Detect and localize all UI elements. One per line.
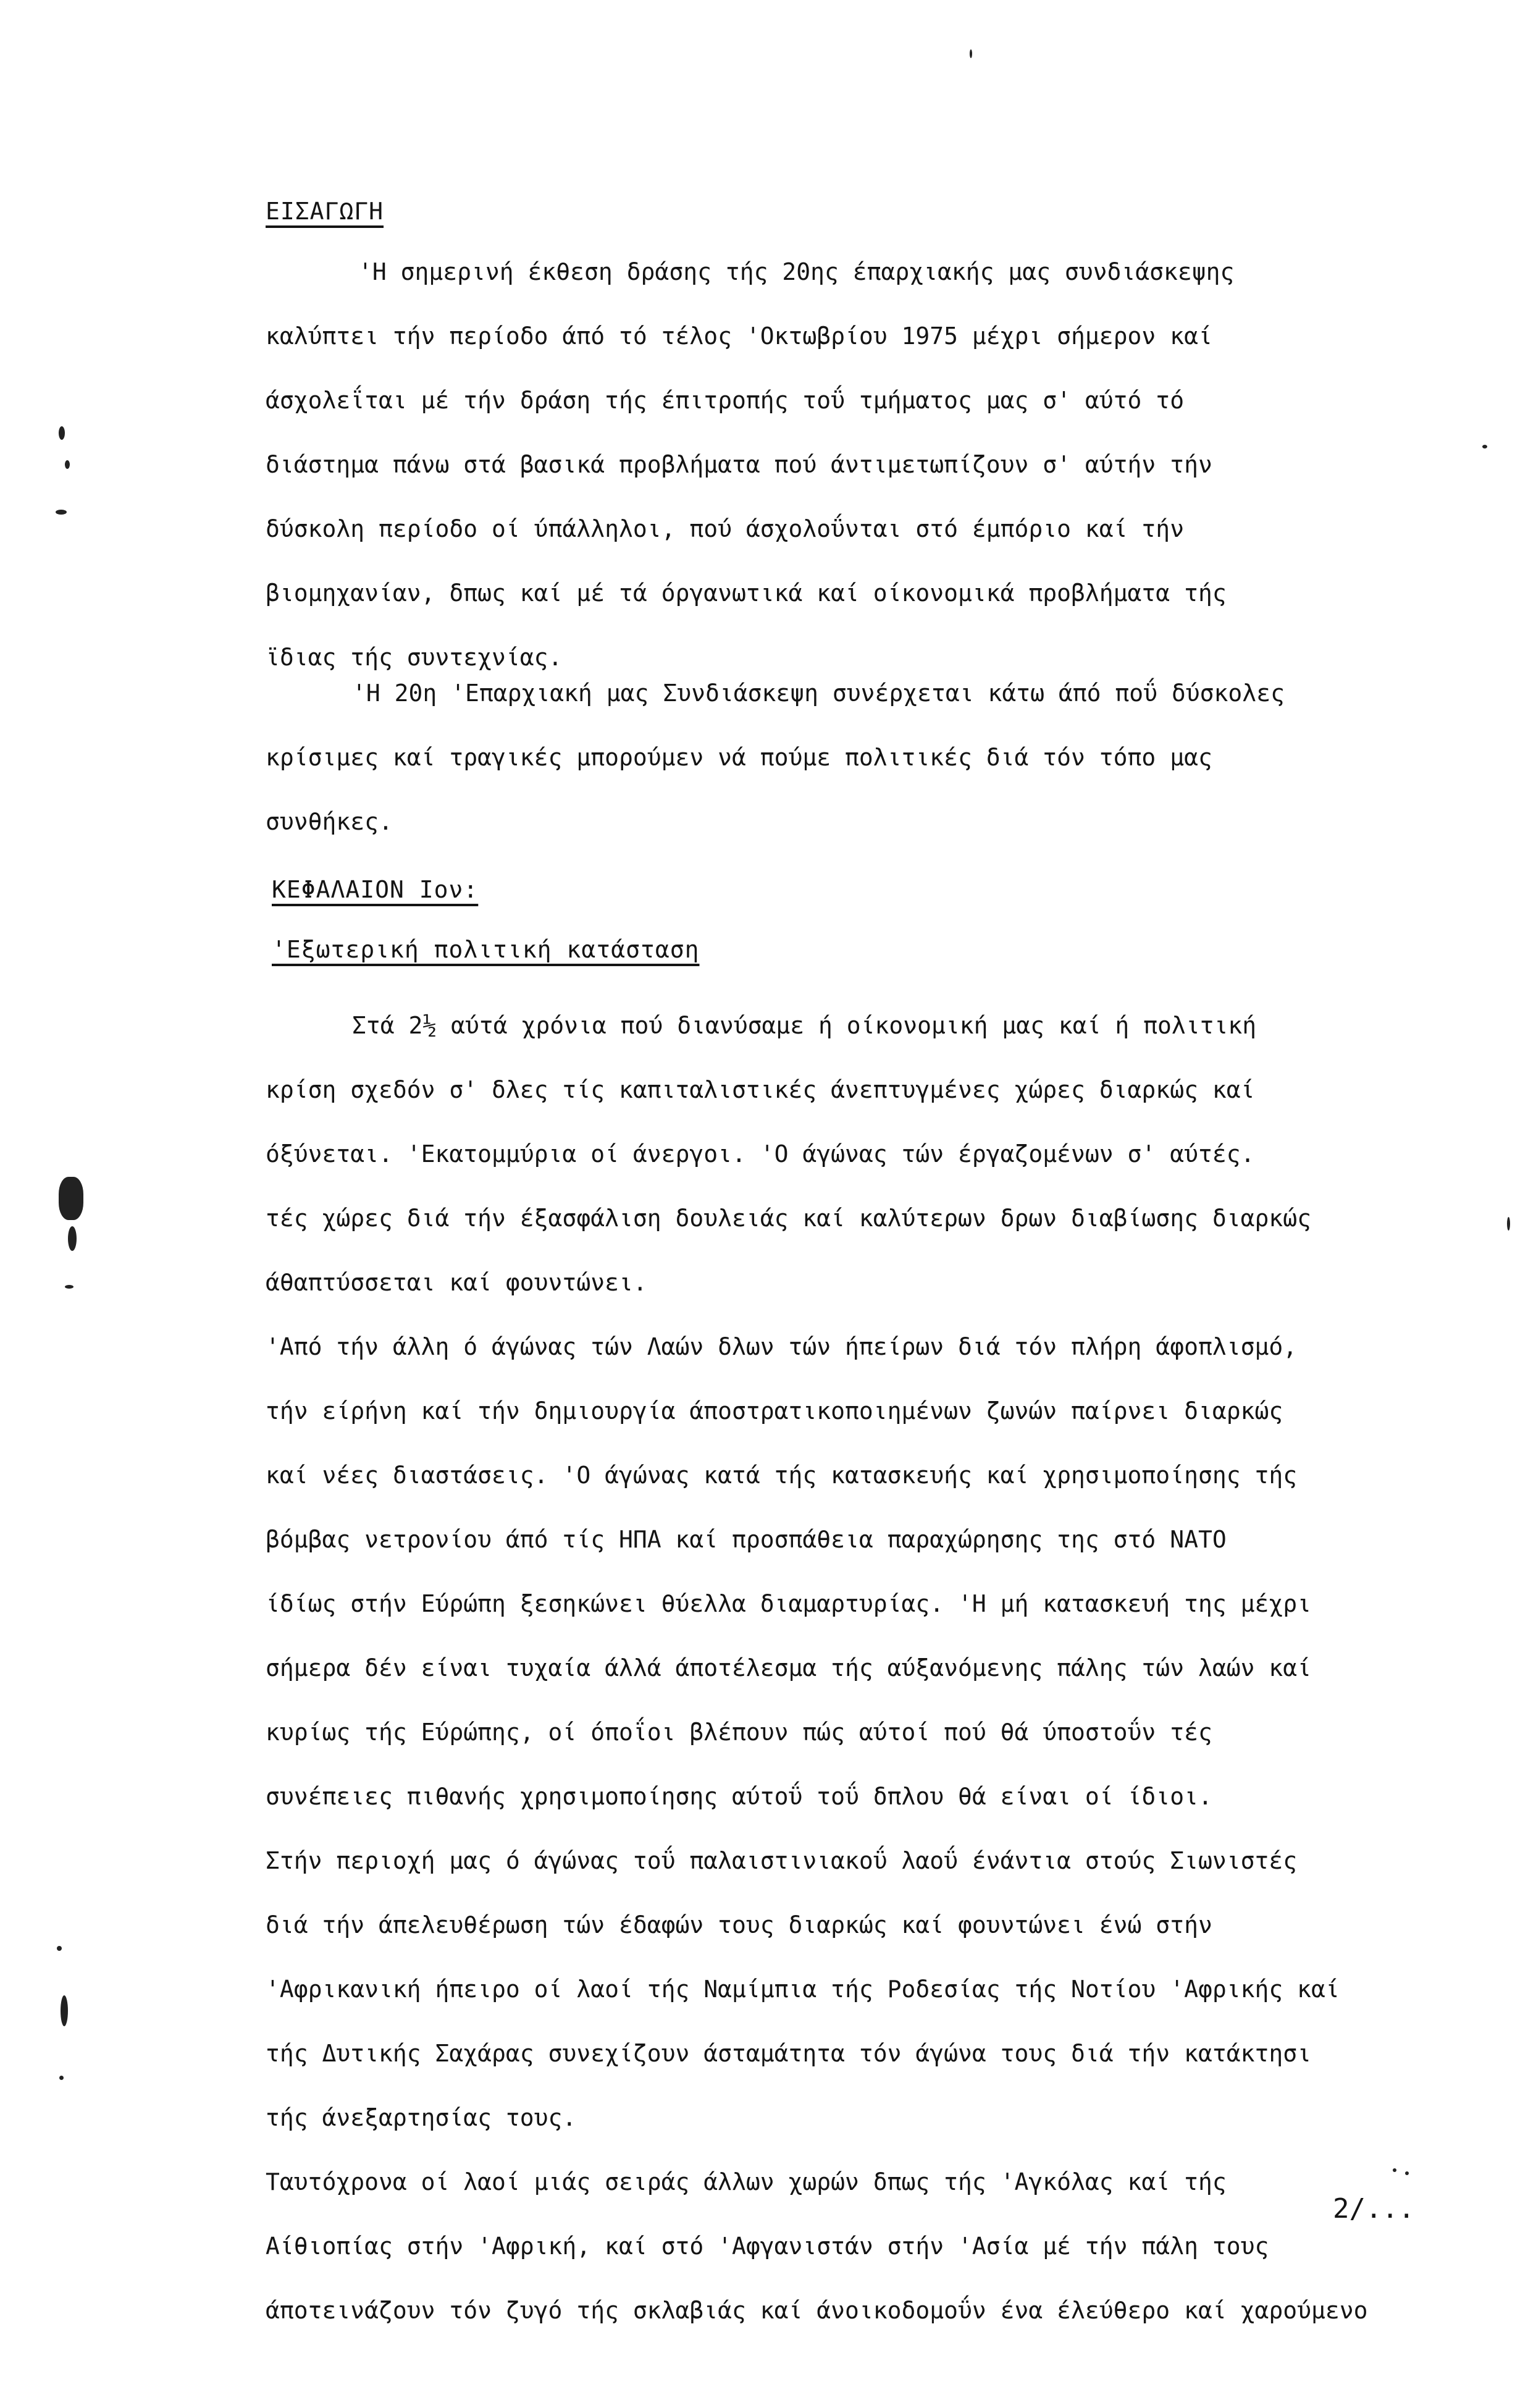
scan-speck <box>59 426 65 440</box>
text-line: Στά 2½ αύτά χρόνια πού διανύσαμε ή οίκονομική μας καί ή πολιτική <box>352 1012 1257 1039</box>
text-line: Αίθιοπίας στήν 'Αφρική, καί στό 'Αφγανιστάν στήν 'Ασία μέ τήν πάλη τους <box>266 2233 1269 2260</box>
scan-speck <box>970 49 972 58</box>
scan-speck <box>65 1285 73 1289</box>
text-line: συνθήκες. <box>266 808 393 835</box>
scan-speck <box>65 460 70 469</box>
scan-speck <box>1405 2171 1409 2175</box>
conference-paragraph <box>266 661 1439 854</box>
text-line: τής άνεξαρτησίας τους. <box>266 2104 577 2131</box>
text-line: κρίση σχεδόν σ' δλες τίς καπιταλιστικές άνεπτυγμένες χώρες διαρκώς καί <box>266 1076 1255 1103</box>
text-line: 'Η σημερινή έκθεση δράσης τής 20ης έπαρχιακής μας συνδιάσκεψης <box>358 258 1235 285</box>
text-line: ίδίως στήν Εύρώπη ξεσηκώνει θύελλα διαμαρτυρίας. 'Η μή κατασκευή της μέχρι <box>266 1590 1311 1617</box>
text-line: κρίσιμες καί τραγικές μπορούμεν νά πούμε πολιτικές διά τόν τόπο μας <box>266 744 1212 771</box>
scan-speck <box>1393 2168 1396 2172</box>
text-line: άθαπτύσσεται καί φουντώνει. <box>266 1269 647 1296</box>
text-line: ϊδιας τής συντεχνίας. <box>266 644 563 671</box>
text-line: καί νέες διαστάσεις. 'Ο άγώνας κατά τής κατασκευής καί χρησιμοποίησης τής <box>266 1462 1298 1489</box>
text-line: Ταυτόχρονα οί λαοί μιάς σειράς άλλων χωρών δπως τής 'Αγκόλας καί τής <box>266 2168 1227 2195</box>
text-line: κυρίως τής Εύρώπης, οί όποΐοι βλέπουν πώς αύτοί πού θά ύποστοΰν τές <box>266 1719 1212 1746</box>
intro-heading: ΕΙΣΑΓΩΓΗ <box>266 198 384 225</box>
text-line: άποτεινάζουν τόν ζυγό τής σκλαβιάς καί άνοικοδομοΰν ένα έλεύθερο καί χαρούμενο <box>266 2297 1368 2324</box>
text-line: καλύπτει τήν περίοδο άπό τό τέλος 'Οκτωβρίου 1975 μέχρι σήμερον καί <box>266 322 1212 350</box>
scan-speck <box>61 1995 68 2026</box>
section-heading: 'Εξωτερική πολιτική κατάσταση <box>272 936 700 963</box>
text-line: τής Δυτικής Σαχάρας συνεχίζουν άσταμάτητα τόν άγώνα τους διά τήν κατάκτησι <box>266 2040 1311 2067</box>
text-line: σήμερα δέν είναι τυχαία άλλά άποτέλεσμα τής αύξανόμενης πάλης τών λαών καί <box>266 1654 1311 1682</box>
text-line: διά τήν άπελευθέρωση τών έδαφών τους διαρκώς καί φουντώνει ένώ στήν <box>266 1911 1212 1939</box>
text-line: 'Αφρικανική ήπειρο οί λαοί τής Ναμίμπια τής Ροδεσίας τής Νοτίου 'Αφρικής καί <box>266 1976 1340 2003</box>
text-line: Στήν περιοχή μας ό άγώνας τοΰ παλαιστινιακοΰ λαοΰ ένάντια στούς Σιωνιστές <box>266 1847 1298 1874</box>
text-line: τές χώρες διά τήν έξασφάλιση δουλειάς καί καλύτερων δρων διαβίωσης διαρκώς <box>266 1205 1311 1232</box>
text-line: 'Από τήν άλλη ό άγώνας τών Λαών δλων τών ήπείρων διά τόν πλήρη άφοπλισμό, <box>266 1333 1298 1360</box>
chapter-heading: ΚΕΦΑΛΑΙΟΝ Ιον: <box>272 876 479 903</box>
text-line: 'Η 20η 'Επαρχιακή μας Συνδιάσκεψη συνέρχεται κάτω άπό ποΰ δύσκολες <box>352 680 1285 707</box>
text-line: άσχολεΐται μέ τήν δράση τής έπιτροπής τοΰ τμήματος μας σ' αύτό τό <box>266 387 1185 414</box>
text-line: δύσκολη περίοδο οί ύπάλληλοι, πού άσχολοΰνται στό έμπόριο καί τήν <box>266 515 1185 542</box>
text-line: τήν είρήνη καί τήν δημιουργία άποστρατικοποιημένων ζωνών παίρνει διαρκώς <box>266 1397 1283 1425</box>
scan-speck <box>1507 1217 1510 1231</box>
scan-speck <box>57 1946 62 1951</box>
text-line: συνέπειες πιθανής χρησιμοποίησης αύτοΰ τοΰ δπλου θά είναι οί ίδιοι. <box>266 1783 1212 1810</box>
text-line: βόμβας νετρονίου άπό τίς ΗΠΑ καί προσπάθεια παραχώρησης της στό ΝΑΤΟ <box>266 1526 1227 1553</box>
page-number: 2/... <box>1333 2193 1415 2225</box>
text-line: όξύνεται. 'Εκατομμύρια οί άνεργοι. 'Ο άγώνας τών έργαζομένων σ' αύτές. <box>266 1140 1255 1168</box>
text-line: διάστημα πάνω στά βασικά προβλήματα πού άντιμετωπίζουν σ' αύτήν τήν <box>266 451 1212 478</box>
scan-speck <box>59 1177 83 1220</box>
scan-speck <box>68 1226 77 1251</box>
text-line: βιομηχανίαν, δπως καί μέ τά όργανωτικά καί οίκονομικά προβλήματα τής <box>266 579 1227 607</box>
intro-paragraph <box>266 240 1439 689</box>
scan-speck <box>1482 445 1487 448</box>
scan-speck <box>56 510 67 515</box>
scan-speck <box>59 2076 64 2080</box>
body-text <box>266 993 1439 2343</box>
